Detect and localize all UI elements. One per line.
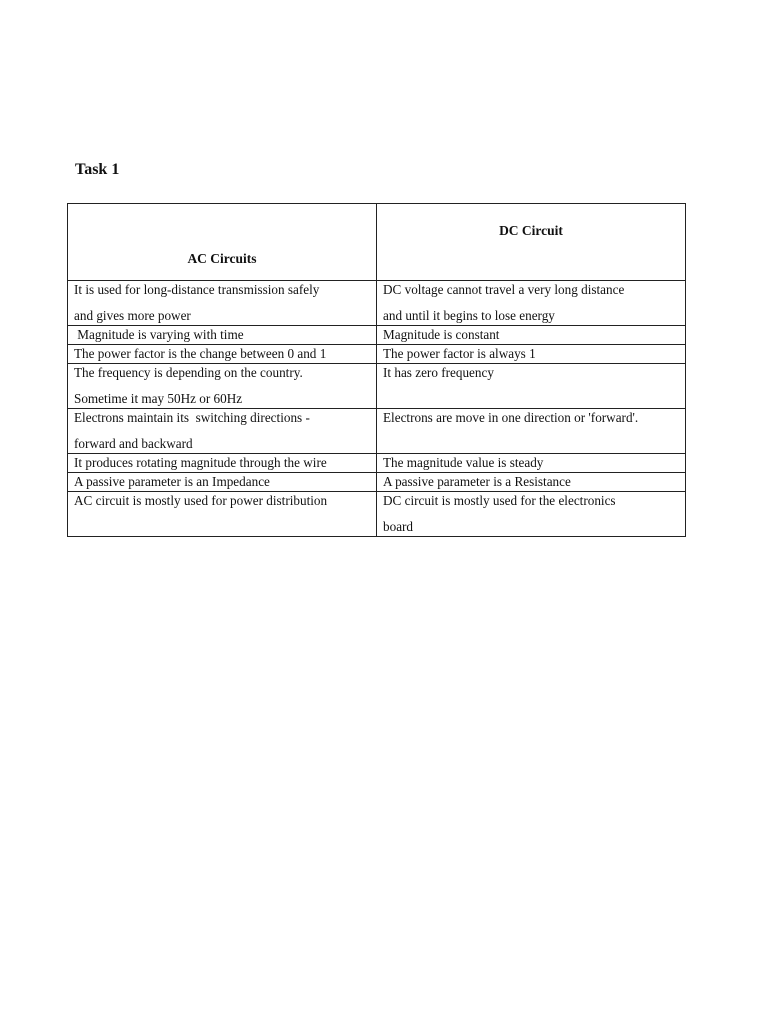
cell-text: and until it begins to lose energy: [383, 308, 555, 323]
cell-text: AC circuit is mostly used for power distribution: [74, 493, 328, 508]
cell-text: Electrons maintain its switching directions -: [74, 410, 310, 425]
cell-text: Magnitude is constant: [383, 327, 500, 342]
ac-cell: [68, 409, 377, 454]
cell-text: A passive parameter is a Resistance: [383, 474, 571, 489]
table-header-row: [68, 204, 686, 281]
cell-text: DC voltage cannot travel a very long distance: [383, 282, 625, 297]
table-row: [68, 409, 686, 454]
table-row: [68, 345, 686, 364]
dc-cell: [377, 326, 686, 345]
cell-text: It is used for long-distance transmission safely: [74, 282, 320, 297]
cell-text: The magnitude value is steady: [383, 455, 544, 470]
ac-cell: [68, 473, 377, 492]
cell-text: Sometime it may 50Hz or 60Hz: [74, 391, 243, 406]
table-row: [68, 281, 686, 326]
ac-cell: [68, 454, 377, 473]
cell-text: and gives more power: [74, 308, 191, 323]
header-dc-circuit: DC Circuit: [377, 204, 686, 281]
dc-cell: [377, 473, 686, 492]
table-row: [68, 364, 686, 409]
cell-text: It produces rotating magnitude through the wire: [74, 455, 327, 470]
cell-text: board: [383, 519, 414, 534]
ac-cell: [68, 492, 377, 537]
comparison-table: [67, 203, 686, 537]
table-row: [68, 326, 686, 345]
cell-text: It has zero frequency: [383, 365, 494, 380]
table-row: [68, 492, 686, 537]
task-title: Task 1: [75, 161, 120, 178]
cell-text: forward and backward: [74, 436, 193, 451]
dc-cell: [377, 454, 686, 473]
dc-cell: [377, 345, 686, 364]
table-row: [68, 454, 686, 473]
cell-text: The frequency is depending on the country.: [74, 365, 303, 380]
cell-text: DC circuit is mostly used for the electronics: [383, 493, 616, 508]
ac-cell: [68, 345, 377, 364]
ac-cell: [68, 364, 377, 409]
ac-cell: [68, 281, 377, 326]
cell-text: Electrons are move in one direction or 'forward'.: [383, 410, 639, 425]
cell-text: The power factor is the change between 0 and 1: [74, 346, 327, 361]
dc-cell: [377, 492, 686, 537]
cell-text: The power factor is always 1: [383, 346, 536, 361]
ac-cell: [68, 326, 377, 345]
dc-cell: [377, 409, 686, 454]
cell-text: Magnitude is varying with time: [74, 327, 244, 342]
header-ac-circuits: AC Circuits: [68, 204, 377, 281]
cell-text: A passive parameter is an Impedance: [74, 474, 270, 489]
dc-cell: [377, 364, 686, 409]
dc-cell: [377, 281, 686, 326]
table-row: [68, 473, 686, 492]
